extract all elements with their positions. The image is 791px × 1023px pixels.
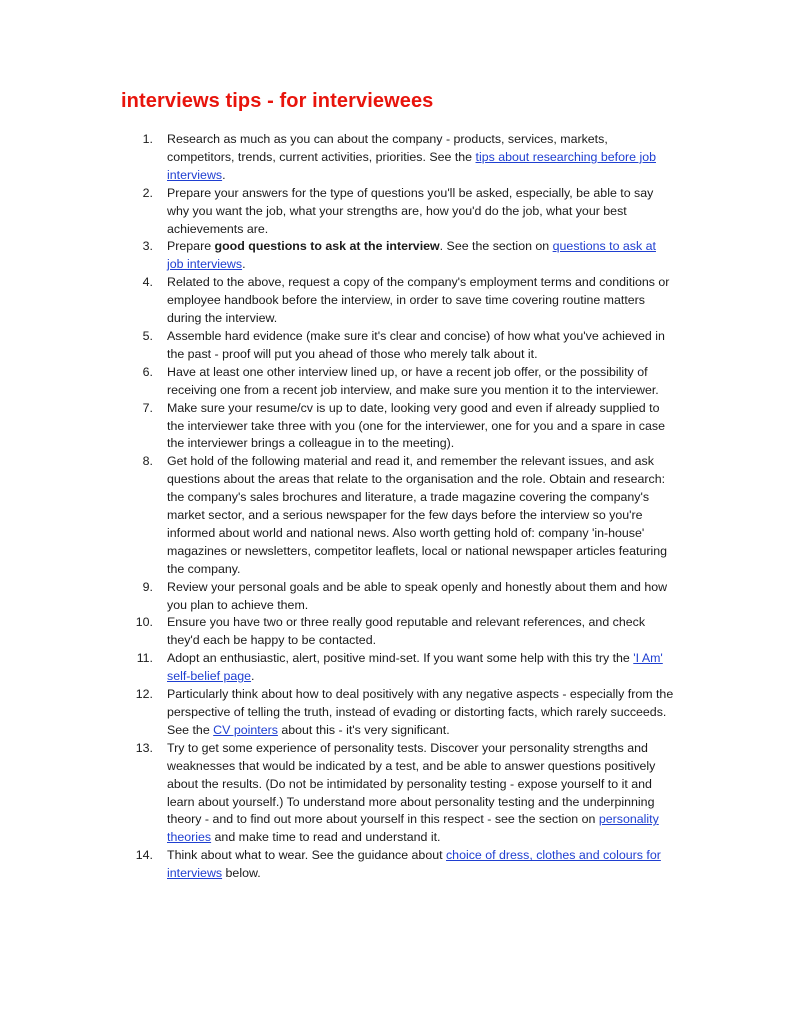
tip-text [167, 365, 659, 397]
tip-text [167, 454, 667, 575]
tip-number: 6. [142, 364, 153, 379]
tip-number: 5. [142, 328, 153, 343]
tip-number: 7. [142, 400, 153, 415]
tip-text-segment: . [251, 669, 255, 684]
tip-text-segment: Prepare your answers for the type of questions you'll be asked, especially, be able to say why you want the job, what your strengths are, how you'd do the job, what your best achievements are. [167, 185, 654, 236]
tip-text [167, 741, 659, 845]
tip-item [121, 614, 675, 650]
tip-text-segment: Prepare [167, 239, 215, 254]
tip-link[interactable]: 'I Am' self-belief page [167, 651, 663, 684]
tip-link[interactable]: personality theories [167, 812, 659, 845]
tip-text-segment: Try to get some experience of personality tests. Discover your personality strengths and weaknesses that would be indicated by a test, and be able to answer questions positively about the results. (Do not be intimidated by personality testing - expose yourself to it and learn about yourself.) To understand more about personality testing and the underpinning theory - and to find out more about yourself in this respect - see the section on [167, 740, 656, 827]
tip-link[interactable]: questions to ask at job interviews [167, 239, 656, 272]
tip-number: 4. [142, 275, 153, 290]
tip-text-segment: Related to the above, request a copy of the company's employment terms and conditions or employee handbook before the interview, in order to save time covering routine matters during the interview. [167, 275, 670, 326]
tip-item [121, 328, 675, 364]
tip-number: 8. [142, 454, 153, 469]
tip-text-segment: Get hold of the following material and read it, and remember the relevant issues, and ask questions about the areas that relate to the organisation and the role. Obtain and research: the company's sales brochures and literature, a trade magazine covering the company's market sector, and a serious newspaper for the few days before the interview so you're informed about world and national news. Also worth getting hold of: company 'in-house' magazines or newsletters, competitor leaflets, local or national newspaper articles featuring the company. [167, 454, 668, 576]
tip-text-segment: Assemble hard evidence (make sure it's clear and concise) of how what you've achieved in the past - proof will put you ahead of those who merely talk about it. [167, 328, 665, 361]
tip-number: 11. [136, 651, 153, 666]
tip-emphasis: good questions to ask at the interview [214, 239, 440, 254]
tip-text [167, 132, 656, 182]
tip-text [167, 401, 665, 451]
tip-text-segment: Research as much as you can about the company - products, services, markets, competitors, trends, current activities, priorities. See the [167, 132, 608, 164]
tip-text [167, 186, 653, 236]
tip-text [167, 580, 667, 612]
tip-text-segment: Have at least one other interview lined up, or have a recent job offer, or the possibility of receiving one from a recent job interview, and make sure you mention it to the interviewer. [167, 364, 659, 397]
tip-text [167, 239, 656, 271]
tip-number: 9. [142, 579, 153, 594]
tip-text [167, 848, 661, 880]
tips-list [121, 131, 675, 883]
tip-text-segment: about this - it's very significant. [277, 722, 450, 737]
tip-text [167, 329, 665, 361]
tip-item [121, 364, 675, 400]
tip-text-segment: . [242, 257, 246, 272]
tip-link[interactable]: CV pointers [213, 722, 278, 737]
tip-text-segment: Particularly think about how to deal positively with any negative aspects - especially from the perspective of telling the truth, instead of evading or distorting facts, which rarely succeeds. See the [167, 687, 674, 737]
tip-number: 13. [135, 740, 153, 755]
tip-item [121, 238, 675, 274]
tip-text-segment: Think about what to wear. See the guidance about [167, 848, 446, 863]
tip-text-segment: Ensure you have two or three really good reputable and relevant references, and check they'd each be happy to be contacted. [167, 615, 646, 648]
tip-number: 10. [135, 615, 153, 630]
tip-text-segment: below. [222, 866, 261, 881]
tip-link[interactable]: choice of dress, clothes and colours for interviews [167, 848, 661, 881]
tip-number: 12. [135, 687, 153, 702]
tip-item [121, 185, 675, 239]
tip-text-segment: Adopt an enthusiastic, alert, positive mind-set. If you want some help with this try the [167, 651, 634, 666]
tip-text-segment: . [222, 167, 226, 182]
page-title: interviews tips - for interviewees [121, 90, 434, 112]
tip-number: 1. [142, 132, 153, 146]
tip-text-segment: Review your personal goals and be able to speak openly and honestly about them and how you plan to achieve them. [167, 579, 668, 612]
tip-item [121, 740, 675, 847]
tip-text [167, 651, 663, 683]
tip-link[interactable]: tips about researching before job interviews [167, 149, 656, 182]
tip-text-segment: and make time to read and understand it. [211, 830, 441, 845]
tip-item [121, 650, 675, 686]
tip-item [121, 453, 675, 578]
tip-item [121, 686, 675, 740]
tip-text-segment: . See the section on [439, 239, 553, 254]
tip-item [121, 579, 675, 615]
tip-text [167, 615, 645, 647]
tip-number: 2. [142, 185, 153, 200]
tip-text-segment: Make sure your resume/cv is up to date, looking very good and even if already supplied to the interviewer take three with you (one for the interviewer, one for you and a spare in case the interviewer brings a colleague in to the meeting). [167, 400, 665, 451]
tip-item [121, 274, 675, 328]
tip-text [167, 687, 673, 737]
tip-number: 3. [142, 239, 153, 254]
tip-item [121, 847, 675, 883]
tip-text [167, 275, 669, 325]
tip-item [121, 400, 675, 454]
tip-number: 14. [135, 848, 153, 863]
tip-item [121, 131, 675, 185]
